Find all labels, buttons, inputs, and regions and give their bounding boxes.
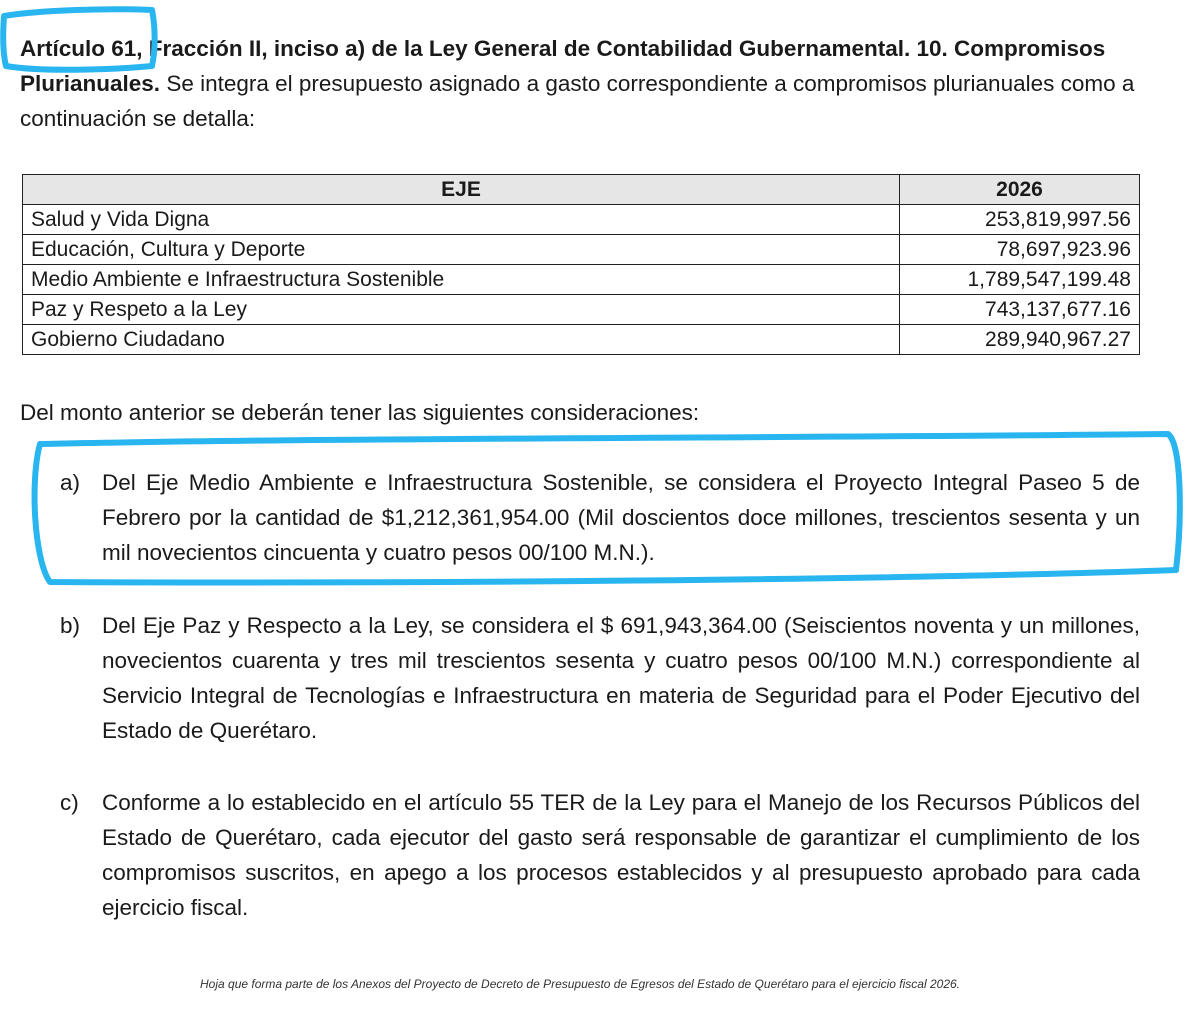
consideration-item-c bbox=[60, 785, 1140, 925]
table-row bbox=[23, 325, 1140, 355]
item-text: Del Eje Paz y Respecto a la Ley, se considera el $ 691,943,364.00 (Seiscientos noventa y un millones, novecientos cuarenta y tres mil trescientos sesenta y cuatro pesos 00/100 M.N.) correspondiente al Servicio Integral de Tecnologías e Infraestructura en materia de Seguridad para el Poder Ejecutivo del Estado de Querétaro. bbox=[102, 613, 1140, 743]
considerations-intro: Del monto anterior se deberán tener las siguientes consideraciones: bbox=[20, 400, 700, 425]
consideration-item-a bbox=[60, 465, 1140, 570]
intro-text: Se integra el presupuesto asignado a gasto correspondiente a compromisos plurianuales como a continuación se detalla: bbox=[20, 71, 1135, 131]
column-header-2026: 2026 bbox=[900, 175, 1140, 205]
row-eje: Gobierno Ciudadano bbox=[23, 325, 900, 355]
item-text: Del Eje Medio Ambiente e Infraestructura Sostenible, se considera el Proyecto Integral Paseo 5 de Febrero por la cantidad de $1,212,361,954.00 (Mil doscientos doce millones, trescientos sesenta y un mil novecientos cincuenta y cuatro pesos 00/100 M.N.). bbox=[102, 470, 1140, 565]
item-label: c) bbox=[60, 790, 79, 815]
row-amount: 743,137,677.16 bbox=[900, 295, 1140, 325]
row-amount: 289,940,967.27 bbox=[900, 325, 1140, 355]
row-eje: Medio Ambiente e Infraestructura Sostenible bbox=[23, 265, 900, 295]
consideration-item-b bbox=[60, 608, 1140, 748]
row-amount: 253,819,997.56 bbox=[900, 205, 1140, 235]
row-eje: Paz y Respeto a la Ley bbox=[23, 295, 900, 325]
column-header-eje: EJE bbox=[23, 175, 900, 205]
item-text: Conforme a lo establecido en el artículo 55 TER de la Ley para el Manejo de los Recursos Públicos del Estado de Querétaro, cada ejecutor del gasto será responsable de garantizar el cumplimiento de los compromisos suscritos, en apego a los procesos establecidos y al presupuesto aprobado para cada ejercicio fiscal. bbox=[102, 790, 1140, 920]
section-heading bbox=[20, 31, 1140, 136]
row-eje: Salud y Vida Digna bbox=[23, 205, 900, 235]
article-reference: Artículo 61, bbox=[20, 36, 143, 61]
legal-reference: Fracción II, inciso a) de la Ley General de Contabilidad Gubernamental. 10. Compromisos bbox=[142, 36, 1106, 61]
section-title: Plurianuales. bbox=[20, 71, 161, 96]
budget-table bbox=[22, 174, 1140, 355]
row-eje: Educación, Cultura y Deporte bbox=[23, 235, 900, 265]
row-amount: 78,697,923.96 bbox=[900, 235, 1140, 265]
table-header-row bbox=[23, 175, 1140, 205]
table-row bbox=[23, 295, 1140, 325]
item-label: a) bbox=[60, 470, 81, 495]
item-label: b) bbox=[60, 613, 81, 638]
table-row bbox=[23, 205, 1140, 235]
table-row bbox=[23, 235, 1140, 265]
table-row bbox=[23, 265, 1140, 295]
row-amount: 1,789,547,199.48 bbox=[900, 265, 1140, 295]
page-footer: Hoja que forma parte de los Anexos del Proyecto de Decreto de Presupuesto de Egresos del Estado de Querétaro para el ejercicio fiscal 2026. bbox=[200, 977, 960, 991]
